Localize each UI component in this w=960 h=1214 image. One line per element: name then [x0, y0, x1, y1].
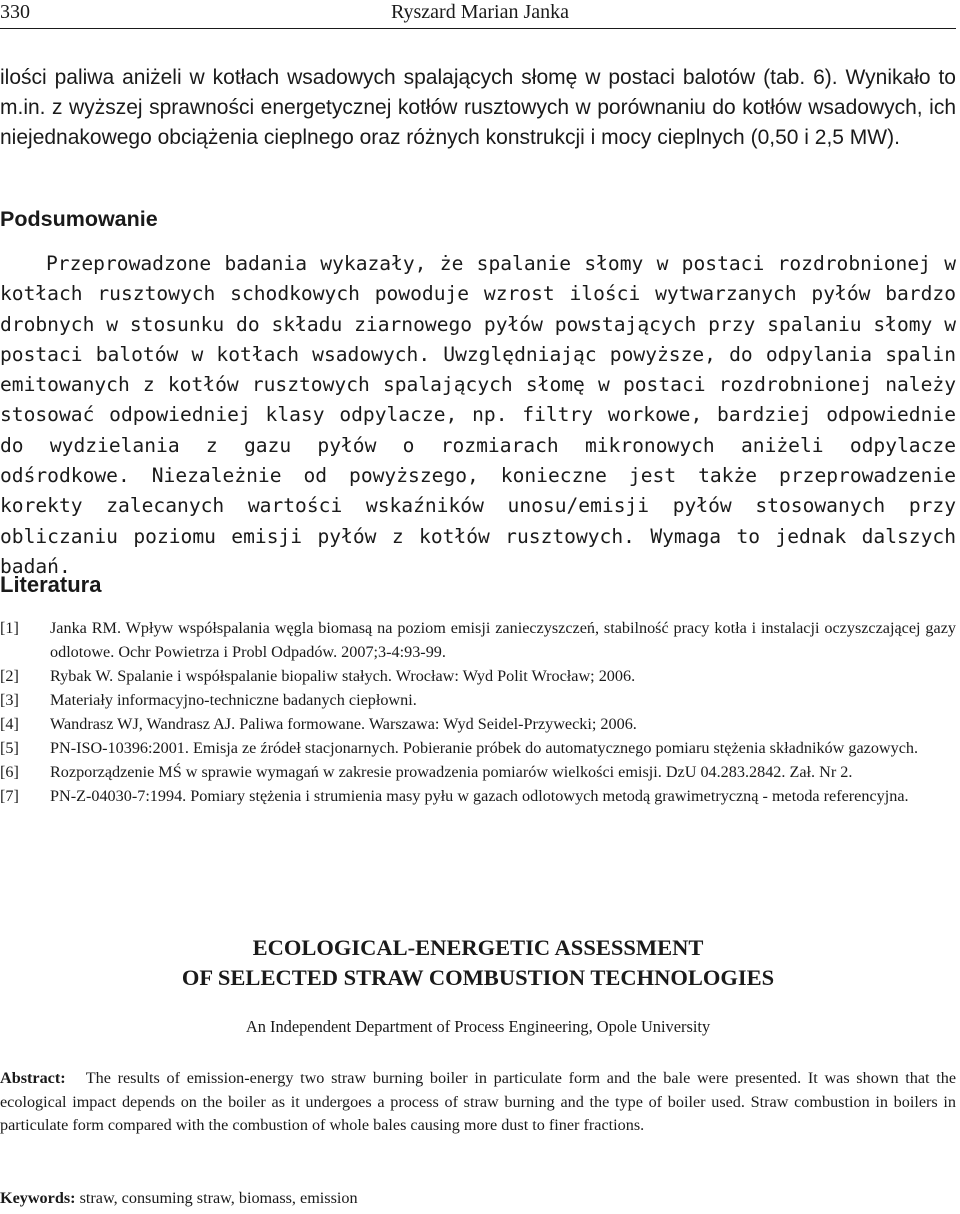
page-number: 330 — [0, 1, 30, 23]
abstract — [0, 1067, 956, 1138]
reference-number: [4] — [0, 715, 19, 733]
reference-number: [3] — [0, 691, 19, 709]
reference-item — [0, 712, 956, 736]
reference-text: Rozporządzenie MŚ w sprawie wymagań w zakresie prowadzenia pomiarów wielkości emisji. DzU 04.283.2842. Zał. Nr 2. — [50, 763, 853, 781]
literature-heading: Literatura — [0, 572, 102, 597]
header-rule — [0, 28, 956, 29]
reference-item — [0, 736, 956, 760]
reference-number: [2] — [0, 667, 19, 685]
reference-item — [0, 760, 956, 784]
keywords — [0, 1187, 956, 1209]
reference-text: Wandrasz WJ, Wandrasz AJ. Paliwa formowane. Warszawa: Wyd Seidel-Przywecki; 2006. — [50, 715, 637, 733]
reference-item — [0, 688, 956, 712]
reference-item — [0, 784, 956, 808]
reference-text: PN-Z-04030-7:1994. Pomiary stężenia i strumienia masy pyłu w gazach odlotowych metodą grawimetryczną - metoda referencyjna. — [50, 787, 909, 805]
reference-item — [0, 664, 956, 688]
reference-text: Rybak W. Spalanie i współspalanie biopaliw stałych. Wrocław: Wyd Polit Wrocław; 2006. — [50, 667, 636, 685]
summary-heading: Podsumowanie — [0, 207, 158, 231]
reference-list — [0, 616, 956, 808]
english-title — [0, 933, 956, 993]
keywords-text: straw, consuming straw, biomass, emission — [79, 1189, 358, 1207]
reference-number: [1] — [0, 619, 19, 637]
abstract-text: The results of emission-energy two straw burning boiler in particulate form and the bale were presented. It was shown that the ecological impact depends on the boiler as it undergoes a process of straw burning and the type of boiler used. Straw combustion in boilers in particulate form compared with the combustion of whole bales causing more dust to finer fractions. — [0, 1069, 957, 1134]
abstract-label: Abstract: — [0, 1069, 66, 1087]
reference-text: PN-ISO-10396:2001. Emisja ze źródeł stacjonarnych. Pobieranie próbek do automatycznego pomiaru stężenia składników gazowych. — [50, 739, 919, 757]
intro-paragraph: ilości paliwa aniżeli w kotłach wsadowych spalających słomę w postaci balotów (tab. 6). Wynikało to m.in. z wyższej sprawności energetycznej kotłów rusztowych w porównaniu do kotłów wsadowych, ich niejednakowego obciążenia cieplnego oraz różnych konstrukcji i mocy cieplnych (0,50 i 2,5 MW). — [0, 66, 956, 149]
affiliation: An Independent Department of Process Engineering, Opole University — [245, 1017, 711, 1036]
summary-paragraph: Przeprowadzone badania wykazały, że spalanie słomy w postaci rozdrobnionej w kotłach rusztowych schodkowych powoduje wzrost ilości wytwarzanych pyłów bardzo drobnych w stosunku do składu ziarnowego pyłów powstających przy spalaniu słomy w postaci balotów w kotłach wsadowych. Uwzględniając powyższe, do odpylania spalin emitowanych z kotłów rusztowych spalających słomę w postaci rozdrobnionej należy stosować odpowiedniej klasy odpylacze, np. filtry workowe, bardziej odpowiednie do wydzielania z gazu pyłów o rozmiarach mikronowych aniżeli odpylacze odśrodkowe. Niezależnie od powyższego, konieczne jest także przeprowadzenie korekty zalecanych wartości wskaźników unosu/emisji pyłów stosowanych przy obliczaniu poziomu emisji pyłów z kotłów rusztowych. Wymaga to jednak dalszych badań. — [0, 252, 956, 578]
abstract-spacer — [72, 1069, 85, 1087]
reference-number: [6] — [0, 763, 19, 781]
english-title-line-2: OF SELECTED STRAW COMBUSTION TECHNOLOGIES — [181, 965, 775, 990]
reference-number: [7] — [0, 787, 19, 805]
reference-number: [5] — [0, 739, 19, 757]
reference-text: Janka RM. Wpływ współspalania węgla biomasą na poziom emisji zanieczyszczeń, stabilność pracy kotła i instalacji oczyszczającej gazy odlotowe. Ochr Powietrza i Probl Odpadów. 2007;3-4:93-99. — [50, 619, 956, 661]
keywords-label: Keywords: — [0, 1189, 76, 1207]
reference-item — [0, 616, 956, 664]
running-head: Ryszard Marian Janka — [390, 1, 570, 23]
page-header — [0, 0, 960, 26]
english-title-line-1: ECOLOGICAL-ENERGETIC ASSESSMENT — [252, 935, 704, 960]
reference-text: Materiały informacyjno-techniczne badanych ciepłowni. — [50, 691, 417, 709]
